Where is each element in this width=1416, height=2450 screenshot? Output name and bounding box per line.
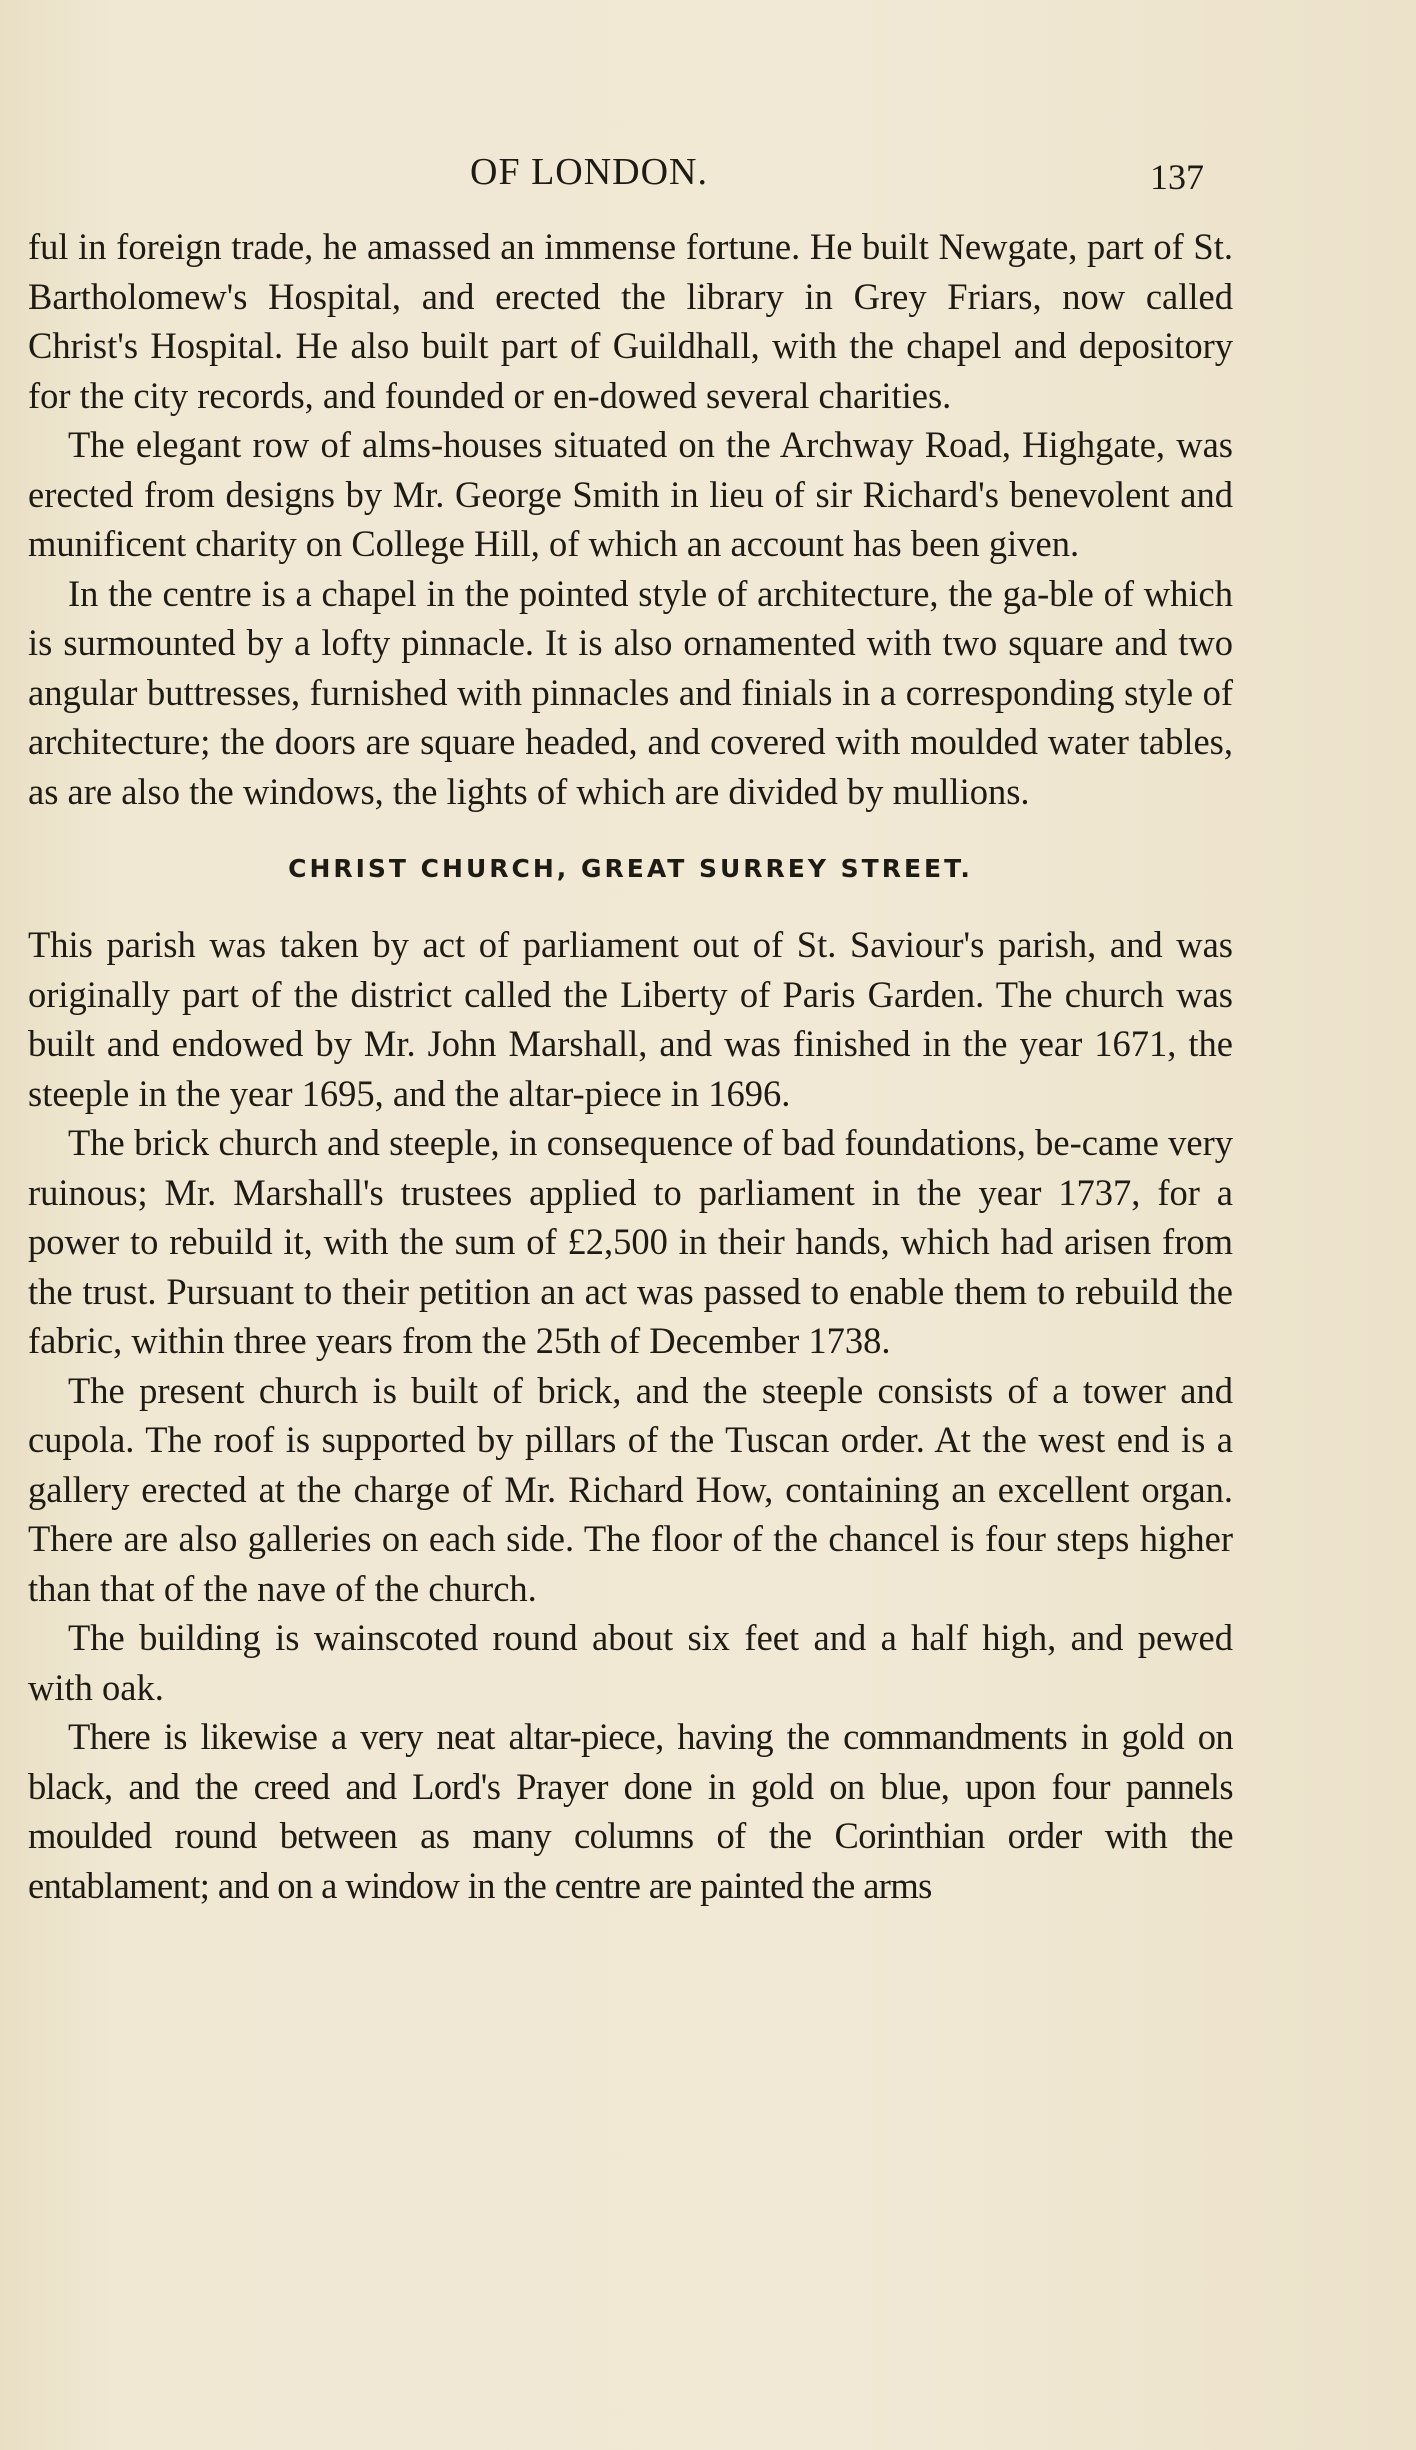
- paragraph: The building is wainscoted round about six feet and a half high, and pewed with oak.: [28, 1617, 1233, 1708]
- section-heading: CHRIST CHURCH, GREAT SURREY STREET.: [288, 854, 973, 883]
- paragraph: This parish was taken by act of parliament out of St. Saviour's parish, and was originally part of the district called the Liberty of Paris Garden. The church was built and endowed by Mr. John Marshall, and was finished in the year 1671, the steeple in the year 1695, and the altar-piece in 1696.: [28, 924, 1233, 1114]
- paragraph: There is likewise a very neat altar-piece, having the commandments in gold on black, and the creed and Lord's Prayer done in gold on blue, upon four pannels moulded round between as many columns of the Corinthian order with the entablament; and on a window in the centre are painted the arms: [28, 1716, 1233, 1906]
- paragraph: In the centre is a chapel in the pointed style of architecture, the ga-ble of which is surmounted by a lofty pinnacle. It is also ornamented with two square and two angular buttresses, furnished with pinnacles and finials in a corresponding style of architecture; the doors are square headed, and covered with moulded water tables, as are also the windows, the lights of which are divided by mullions.: [28, 572, 1233, 812]
- paragraph: The brick church and steeple, in consequence of bad foundations, be-came very ruinous; Mr. Marshall's trustees applied to parliament in the year 1737, for a power to rebuild it, with the sum of £2,500 in their hands, which had arisen from the trust. Pursuant to their petition an act was passed to enable them to rebuild the fabric, within three years from the 25th of December 1738.: [28, 1122, 1233, 1361]
- paragraph: ful in foreign trade, he amassed an immense fortune. He built Newgate, part of St. Bartholomew's Hospital, and erected the library in Grey Friars, now called Christ's Hospital. He also built part of Guildhall, with the chapel and depository for the city records, and founded or en-dowed several charities.: [28, 226, 1233, 416]
- paragraph: The present church is built of brick, and the steeple consists of a tower and cupola. The roof is supported by pillars of the Tuscan order. At the west end is a gallery erected at the charge of Mr. Richard How, containing an excellent organ. There are also galleries on each side. The floor of the chancel is four steps higher than that of the nave of the church.: [28, 1369, 1233, 1609]
- running-head: OF LONDON.: [470, 151, 708, 193]
- paragraph: The elegant row of alms-houses situated on the Archway Road, Highgate, was erected from designs by Mr. George Smith in lieu of sir Richard's benevolent and munificent charity on College Hill, of which an account has been given.: [28, 424, 1233, 564]
- page-number: 137: [1150, 157, 1204, 197]
- body-text: [28, 222, 1233, 1910]
- page-header: [0, 150, 1416, 200]
